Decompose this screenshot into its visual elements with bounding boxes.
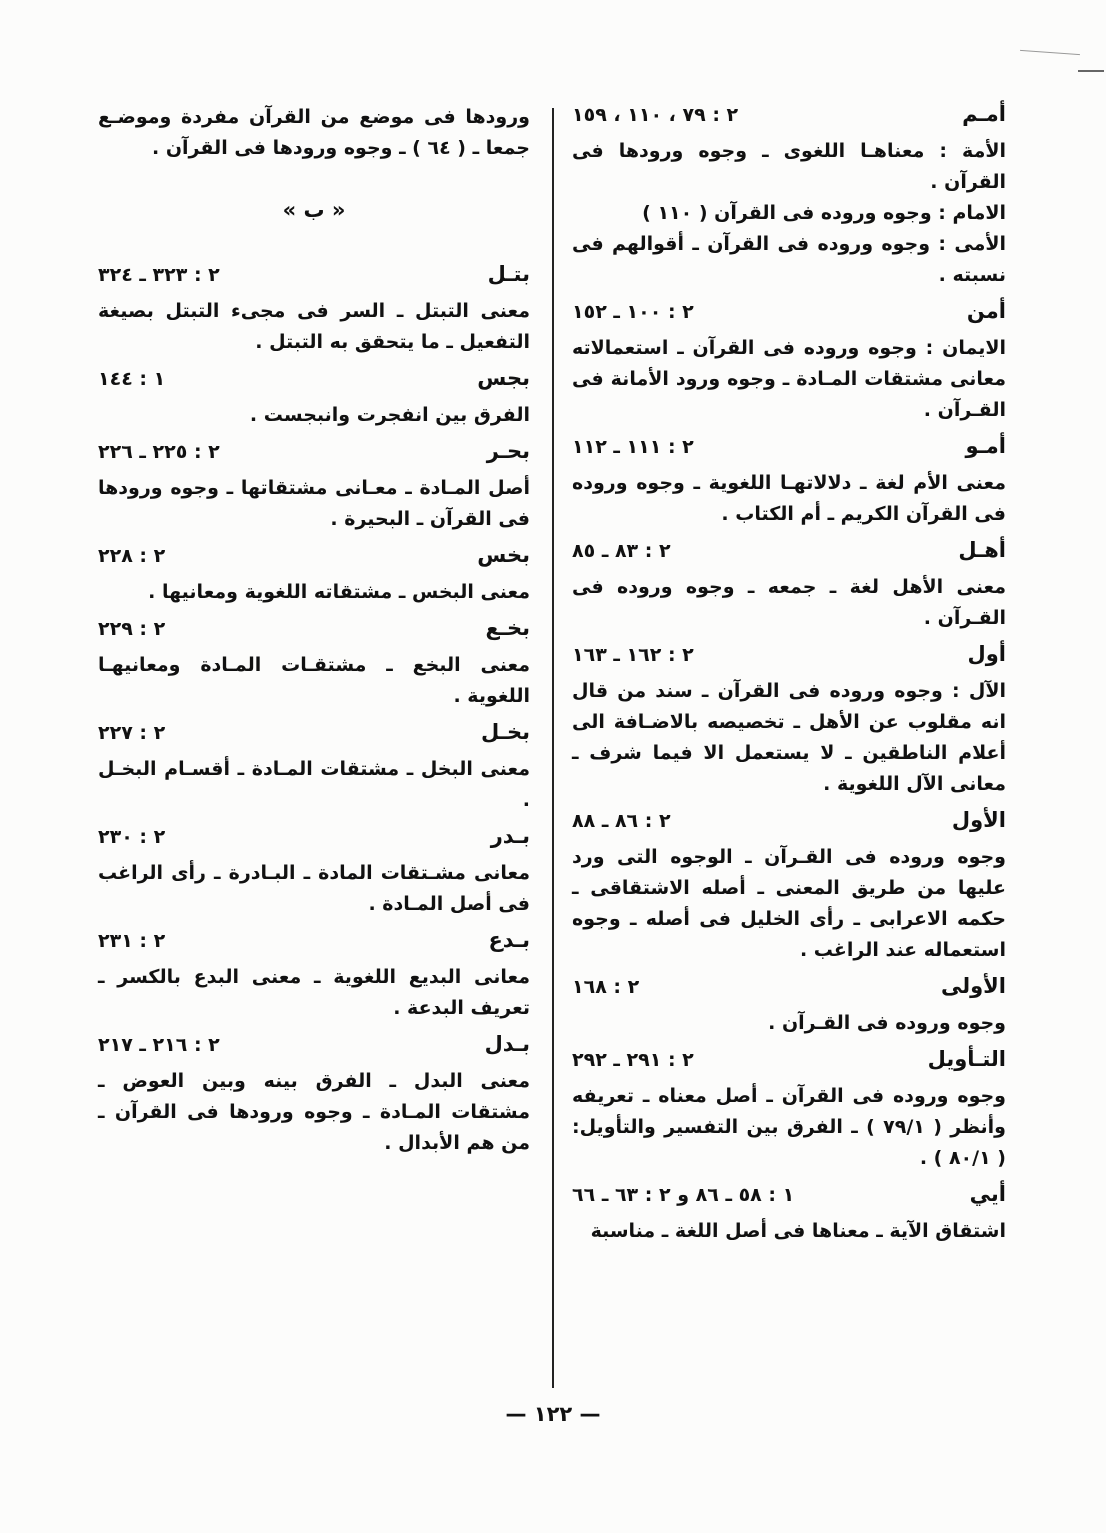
scan-artifact: [1078, 70, 1104, 72]
entry: [98, 543, 530, 608]
entry-head: أمـم: [962, 102, 1006, 126]
right-column: [572, 102, 1006, 1255]
entry: [572, 299, 1006, 426]
entry-body: معنى الأهل لغة ـ جمعه ـ وجوه وروده فى القـرآن .: [572, 576, 1006, 629]
entry-ref: ١ : ٥٨ ـ ٨٦ و ٢ : ٦٣ ـ ٦٦: [572, 1184, 795, 1206]
entry-ref: ٢ : ١٠٠ ـ ١٥٢: [572, 301, 694, 323]
entry-body: معنى البخع ـ مشتقـات المـادة ومعانيهـا اللغوية .: [98, 654, 530, 707]
entry-body: أصل المـادة ـ معـانى مشتقاتها ـ وجوه ورودها فى القرآن ـ البحيرة .: [98, 477, 530, 530]
entry-body: معنى الأم لغة ـ دلالاتهـا اللغوية ـ وجوه وروده فى القرآن الكريم ـ أم الكتاب .: [572, 472, 1006, 525]
entry-ref: ٢ : ٢٢٨: [98, 545, 166, 567]
left-column: [98, 102, 530, 1167]
entry-head: بجس: [477, 366, 530, 390]
entry: [572, 1047, 1006, 1174]
entry-body: وجوه وروده فى القـرآن .: [768, 1012, 1006, 1034]
entry-body: الامام : وجوه وروده فى القرآن ( ١١٠ ): [642, 202, 1006, 224]
entry: [572, 642, 1006, 800]
entry-body: وجوه وروده فى القـرآن ـ الوجوه التى ورد عليها من طريق المعنى ـ أصله الاشتقاقى ـ حكمه الاعرابى ـ رأى الخليل فى أصله ـ وجوه استعماله عند الراغب .: [572, 846, 1006, 961]
entry: [572, 434, 1006, 530]
entry-ref: ٢ : ٢١٦ ـ ٢١٧: [98, 1034, 220, 1056]
entry: [572, 1182, 1006, 1247]
entry: [572, 538, 1006, 634]
entry-ref: ٢ : ٣٢٣ ـ ٣٢٤: [98, 264, 220, 286]
entry-ref: ٢ : ٢٢٥ ـ ٢٢٦: [98, 441, 220, 463]
entry-body: معانى البديع اللغوية ـ معنى البدع بالكسر ـ تعريف البدعة .: [98, 966, 530, 1019]
entry-body: معانى مشـتقات المادة ـ البـادرة ـ رأى الراغب فى أصل المـادة .: [98, 862, 530, 915]
entry: [572, 974, 1006, 1039]
entry-head: أول: [967, 642, 1006, 666]
entry: [572, 808, 1006, 966]
section-letter: « ب »: [282, 198, 346, 222]
continuation-text: ورودها فى موضع من القرآن مفردة وموضـع جمعا ـ ( ٦٤ ) ـ وجوه ورودها فى القرآن .: [98, 106, 530, 159]
entry-head: أمن: [966, 299, 1006, 323]
entry-head: بـدع: [488, 928, 530, 952]
entry: [98, 439, 530, 535]
entry: [98, 262, 530, 358]
entry-head: أيي: [969, 1182, 1006, 1206]
entry-head: بـدر: [490, 824, 530, 848]
entry-head: بحـر: [486, 439, 530, 463]
entry-ref: ٢ : ٢٢٩: [98, 618, 166, 640]
entry-ref: ٢ : ٨٦ ـ ٨٨: [572, 810, 671, 832]
entry-body: اشتقاق الآية ـ معناها فى أصل اللغة ـ مناسبة: [590, 1220, 1006, 1242]
entry-ref: ٢ : ٧٩ ، ١١٠ ، ١٥٩: [572, 104, 739, 126]
entry-body: الأمى : وجوه وروده فى القرآن ـ أقوالهم فى نسبته .: [572, 233, 1006, 286]
entry: [98, 616, 530, 712]
entry-ref: ٢ : ١٦٢ ـ ١٦٣: [572, 644, 694, 666]
entry-ref: ٢ : ٢٣٠: [98, 826, 166, 848]
page-number: — ١٢٢ —: [505, 1402, 601, 1426]
entry-body: معنى البدل ـ الفرق بينه وبين العوض ـ مشتقات المـادة ـ وجوه ورودها فى القرآن ـ من هم الأبدال .: [98, 1070, 530, 1154]
entry-body: معنى البخل ـ مشتقات المـادة ـ أقسـام البخـل .: [98, 758, 530, 811]
entry-body: الفرق بين انفجرت وانبجست .: [249, 404, 530, 426]
entry-body: معنى التبتل ـ السر فى مجىء التبتل بصيغة التفعيل ـ ما يتحقق به التبتل .: [98, 300, 530, 353]
entry-head: الأولى: [940, 974, 1006, 998]
entry-body: الايمان : وجوه وروده فى القرآن ـ استعمالاته معانى مشتقات المـادة ـ وجوه ورود الأمانة فى القـرآن .: [572, 337, 1006, 421]
entry-ref: ١ : ١٤٤: [98, 368, 166, 390]
entry-body: معنى البخس ـ مشتقاته اللغوية ومعانيها .: [148, 581, 530, 603]
entry-ref: ٢ : ٢٣١: [98, 930, 166, 952]
entry-head: التـأويل: [927, 1047, 1006, 1071]
entry-head: الأول: [951, 808, 1006, 832]
column-divider: [552, 108, 554, 1388]
entry-body: وجوه وروده فى القرآن ـ أصل معناه ـ تعريفه وأنظر ( ٧٩/١ ) ـ الفرق بين التفسير والتأويل: ( ٨٠/١ ) .: [572, 1085, 1006, 1169]
entry: [98, 928, 530, 1024]
entry: [572, 102, 1006, 291]
scan-artifact: [1020, 50, 1080, 55]
entry-ref: ٢ : ٢٢٧: [98, 722, 166, 744]
entry-body: الآل : وجوه وروده فى القرآن ـ سند من قال انه مقلوب عن الأهل ـ تخصيصه بالاضـافة الى أعلام الناطقين ـ لا يستعمل الا فيما شرف ـ معانى الآل اللغوية .: [572, 680, 1006, 795]
entry-ref: ٢ : ١٦٨: [572, 976, 640, 998]
entry-body: الأمة : معناهـا اللغوى ـ وجوه ورودها فى القرآن .: [572, 140, 1006, 193]
entry-head: بخـل: [481, 720, 530, 744]
entry-ref: ٢ : ١١١ ـ ١١٢: [572, 436, 694, 458]
entry-head: بخس: [477, 543, 530, 567]
entry: [98, 366, 530, 431]
entry-ref: ٢ : ٨٣ ـ ٨٥: [572, 540, 671, 562]
entry: [98, 720, 530, 816]
entry: [98, 1032, 530, 1159]
entry: [98, 824, 530, 920]
entry-head: بـدل: [484, 1032, 530, 1056]
entry-head: أهـل: [958, 538, 1006, 562]
entry-head: بخـع: [485, 616, 530, 640]
entry-head: بتـل: [487, 262, 530, 286]
entry-head: أمـو: [965, 434, 1006, 458]
entry-ref: ٢ : ٢٩١ ـ ٢٩٢: [572, 1049, 694, 1071]
